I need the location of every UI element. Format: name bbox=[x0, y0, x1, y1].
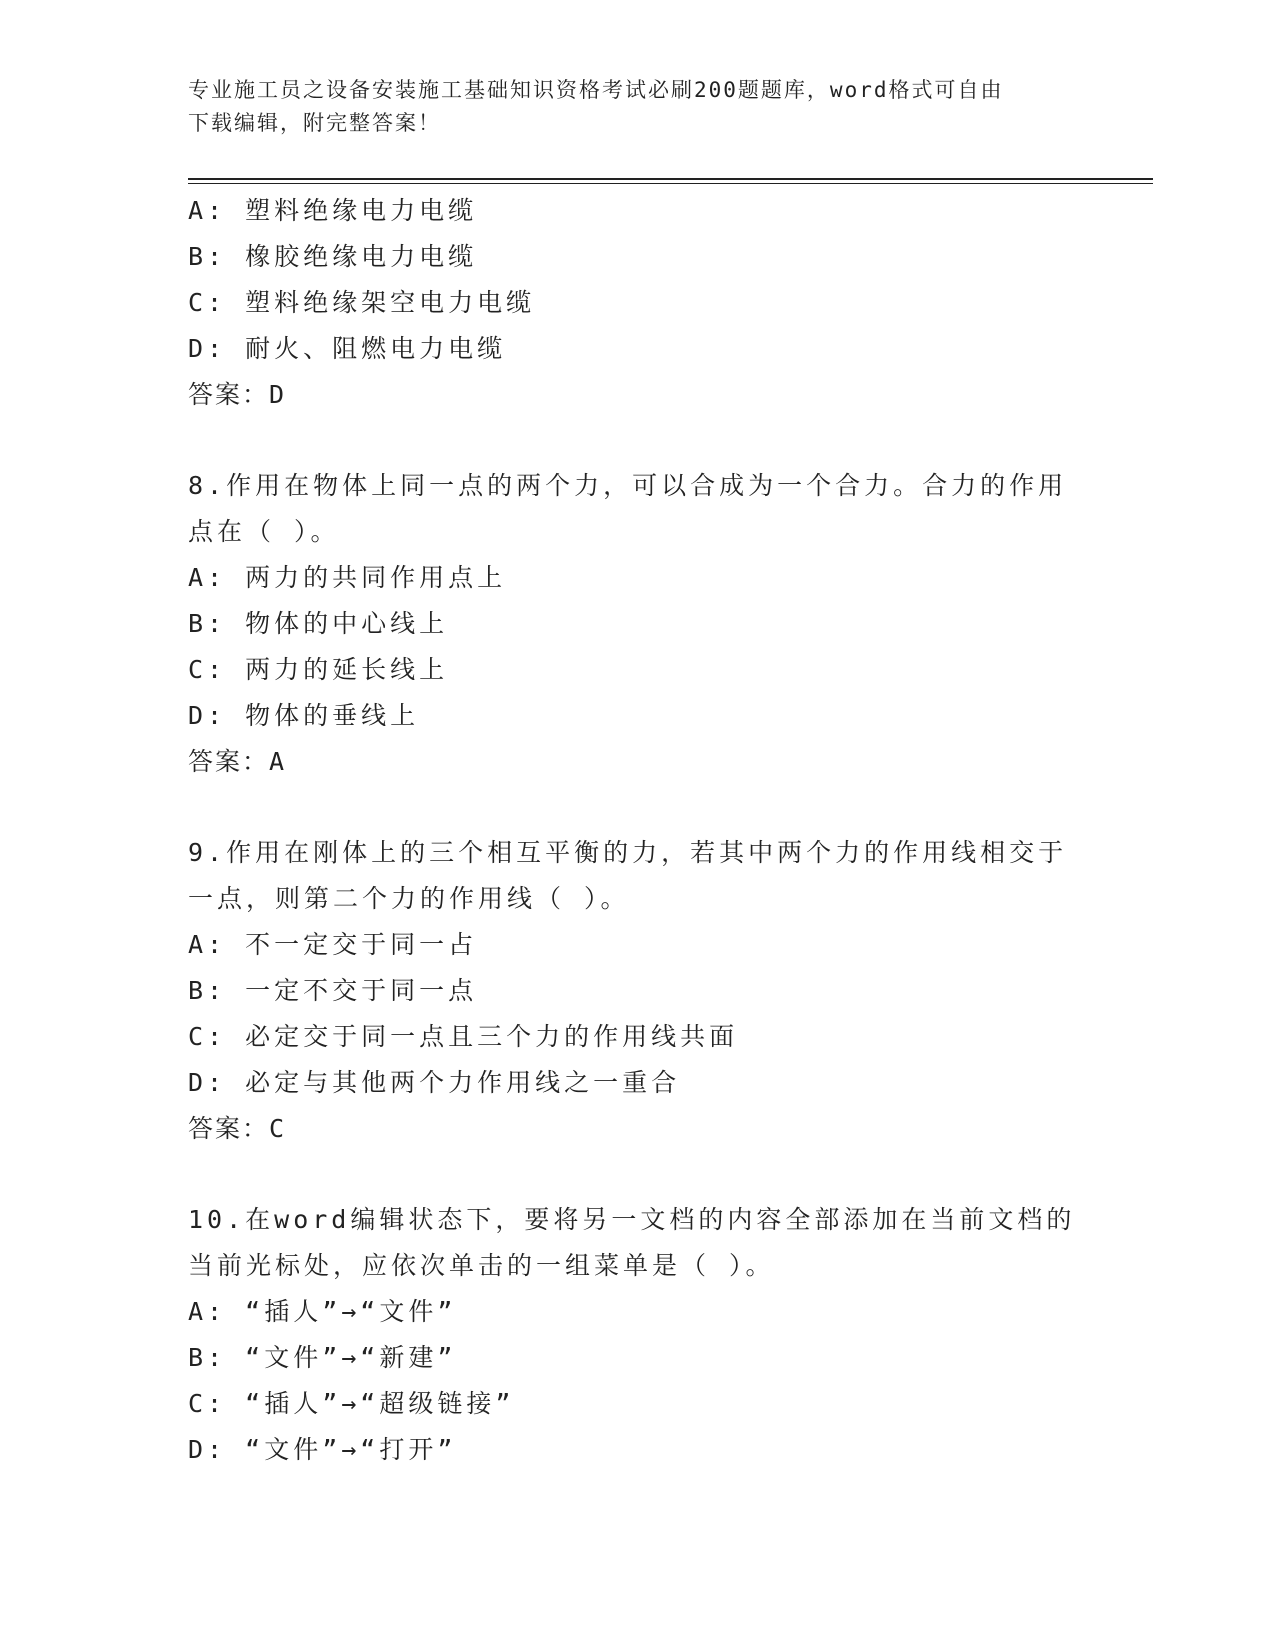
answer: 答案：A bbox=[188, 747, 287, 776]
question-stem-line-2: 一点，则第二个力的作用线（ ）。 bbox=[188, 884, 630, 913]
option-b: B: 橡胶绝缘电力电缆 bbox=[188, 242, 478, 271]
question-stem-line-2: 点在（ ）。 bbox=[188, 517, 340, 546]
header-divider-thick bbox=[188, 178, 1153, 180]
option-a: A: 塑料绝缘电力电缆 bbox=[188, 196, 478, 225]
option-a: A: “插人”→“文件” bbox=[188, 1297, 457, 1326]
answer: 答案：C bbox=[188, 1114, 287, 1143]
option-d: D: “文件”→“打开” bbox=[188, 1435, 457, 1464]
question-8 bbox=[188, 463, 1088, 785]
option-d: D: 耐火、阻燃电力电缆 bbox=[188, 334, 507, 363]
question-list bbox=[188, 188, 1088, 1473]
option-d: D: 物体的垂线上 bbox=[188, 701, 420, 730]
spacer bbox=[188, 418, 1088, 463]
answer: 答案：D bbox=[188, 380, 287, 409]
document-header bbox=[188, 74, 1088, 140]
spacer bbox=[188, 785, 1088, 830]
question-10 bbox=[188, 1197, 1088, 1473]
option-b: B: “文件”→“新建” bbox=[188, 1343, 457, 1372]
option-a: A: 不一定交于同一占 bbox=[188, 930, 478, 959]
question-stem-line-1: 8.作用在物体上同一点的两个力，可以合成为一个合力。合力的作用 bbox=[188, 471, 1068, 500]
question-9 bbox=[188, 830, 1088, 1152]
spacer bbox=[188, 1152, 1088, 1197]
option-b: B: 一定不交于同一点 bbox=[188, 976, 478, 1005]
question-7 bbox=[188, 188, 1088, 418]
header-title-line-1: 专业施工员之设备安装施工基础知识资格考试必刷200题题库，word格式可自由 bbox=[188, 78, 1004, 102]
option-c: C: 塑料绝缘架空电力电缆 bbox=[188, 288, 536, 317]
header-title-line-2: 下载编辑，附完整答案！ bbox=[188, 111, 441, 135]
option-d: D: 必定与其他两个力作用线之一重合 bbox=[188, 1068, 681, 1097]
option-c: C: “插人”→“超级链接” bbox=[188, 1389, 515, 1418]
option-c: C: 两力的延长线上 bbox=[188, 655, 449, 684]
option-a: A: 两力的共同作用点上 bbox=[188, 563, 507, 592]
question-stem-line-1: 9.作用在刚体上的三个相互平衡的力，若其中两个力的作用线相交于 bbox=[188, 838, 1068, 867]
question-stem-line-2: 当前光标处，应依次单击的一组菜单是（ ）。 bbox=[188, 1251, 775, 1280]
option-c: C: 必定交于同一点且三个力的作用线共面 bbox=[188, 1022, 739, 1051]
question-stem-line-1: 10.在word编辑状态下，要将另一文档的内容全部添加在当前文档的 bbox=[188, 1205, 1076, 1234]
option-b: B: 物体的中心线上 bbox=[188, 609, 449, 638]
header-divider-thin bbox=[188, 183, 1153, 184]
